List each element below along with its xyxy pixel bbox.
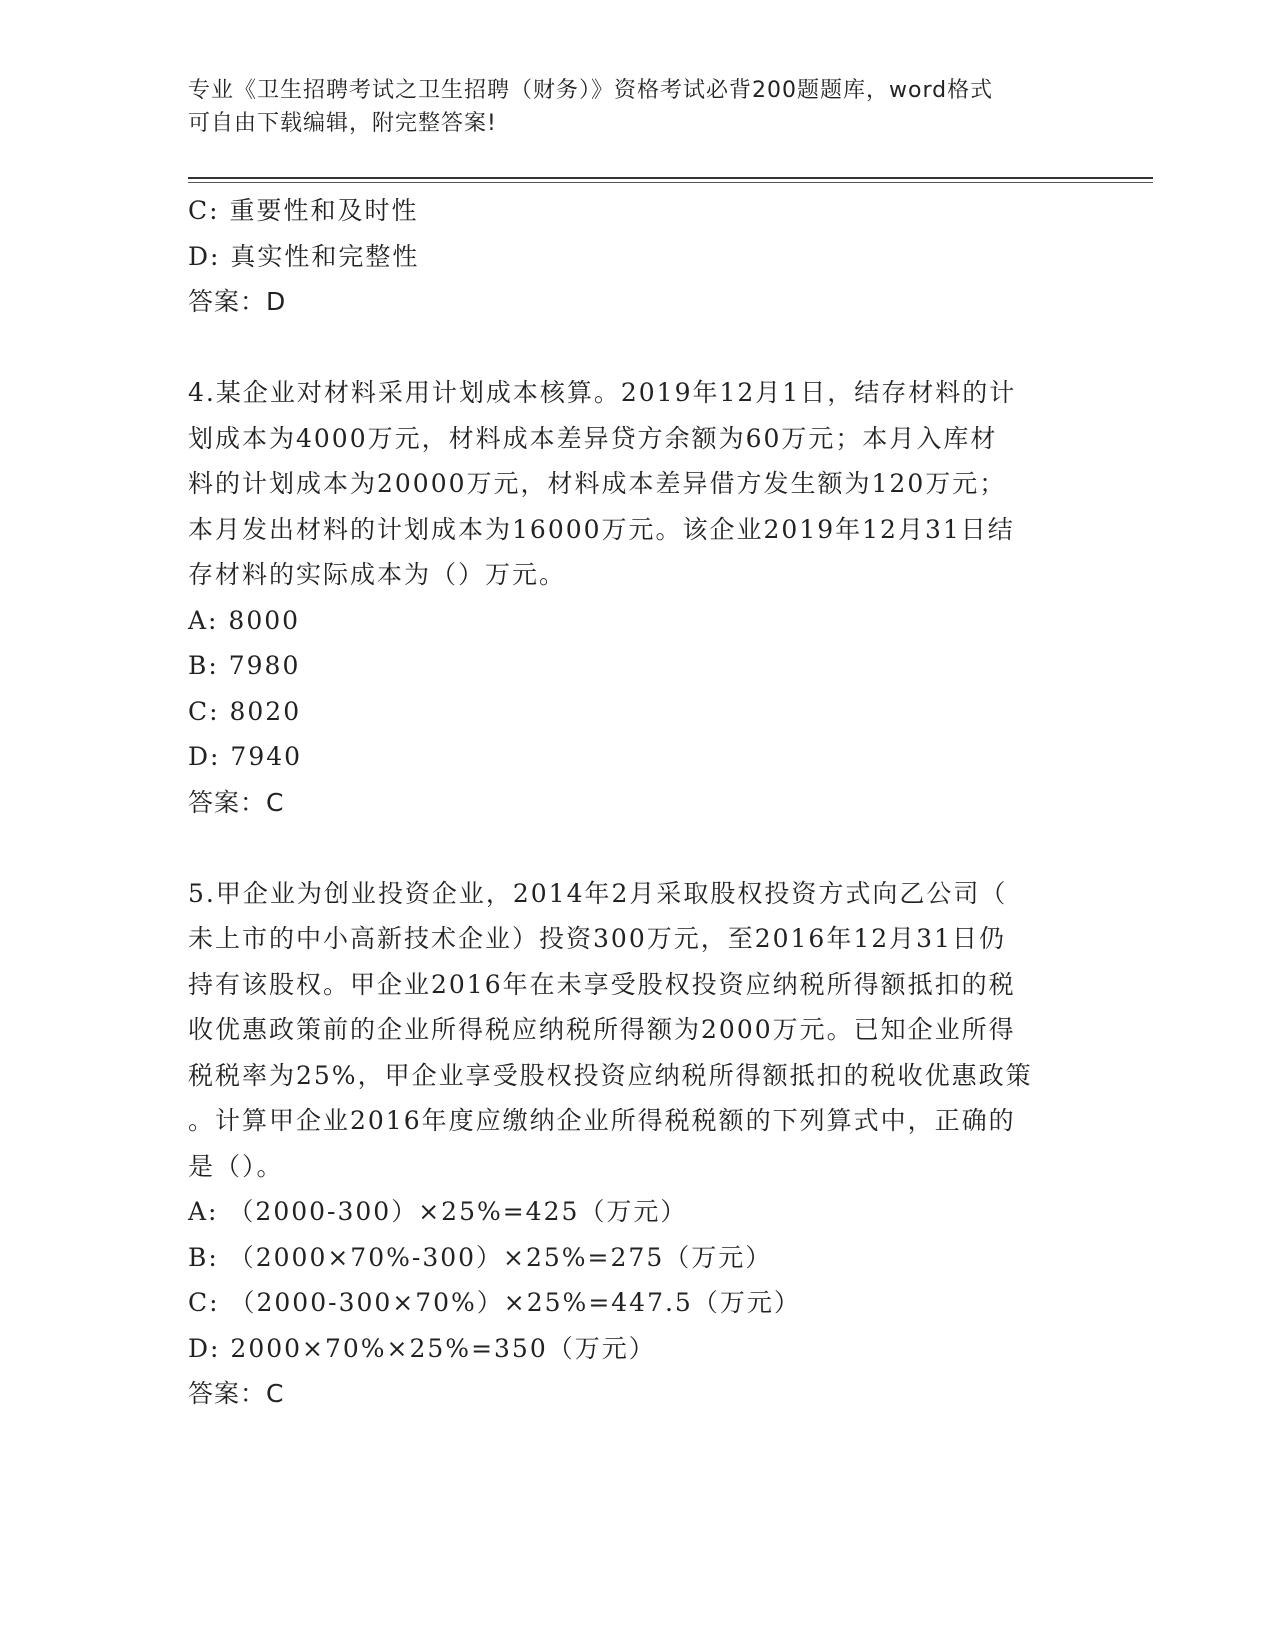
document-body (188, 188, 1088, 1417)
q5-stem-line: 收优惠政策前的企业所得税应纳税所得额为2000万元。已知企业所得 (188, 1015, 1016, 1044)
q5-option-d: D: 2000×70%×25%=350（万元） (188, 1333, 656, 1363)
q3-option-c: C: 重要性和及时性 (188, 196, 419, 225)
q5-answer: 答案：C (188, 1379, 285, 1408)
q4-stem-line: 划成本为4000万元，材料成本差异贷方余额为60万元；本月入库材 (188, 423, 998, 453)
header-divider-thin (188, 182, 1153, 183)
q4-option-b: B: 7980 (188, 651, 301, 680)
q4-stem-line: 本月发出材料的计划成本为16000万元。该企业2019年12月31日结 (188, 514, 1015, 544)
q4-option-d: D: 7940 (188, 742, 303, 771)
q5-stem-line: 未上市的中小高新技术企业）投资300万元，至2016年12月31日仍 (188, 924, 1006, 953)
q3-answer: 答案：D (188, 287, 287, 316)
q5-stem-line: 。计算甲企业2016年度应缴纳企业所得税税额的下列算式中，正确的 (188, 1106, 1016, 1135)
q4-stem-line: 4.某企业对材料采用计划成本核算。2019年12月1日，结存材料的计 (188, 378, 1017, 407)
q4-stem-line: 存材料的实际成本为（）万元。 (188, 560, 567, 589)
q4-answer: 答案：C (188, 787, 285, 817)
question-5 (188, 871, 1088, 1417)
document-header (188, 74, 1088, 140)
q5-stem-line: 税税率为25%，甲企业享受股权投资应纳税所得额抵扣的税收优惠政策 (188, 1060, 1033, 1090)
header-divider-thick (188, 177, 1153, 179)
q5-option-a: A: （2000-300）×25%=425（万元） (188, 1197, 688, 1226)
header-title-line-1: 专业《卫生招聘考试之卫生招聘（财务）》资格考试必背200题题库，word格式 (188, 78, 994, 103)
q4-option-c: C: 8020 (188, 696, 302, 726)
q5-option-b: B: （2000×70%-300）×25%=275（万元） (188, 1242, 773, 1272)
q5-stem-line: 持有该股权。甲企业2016年在未享受股权投资应纳税所得额抵扣的税 (188, 969, 1016, 999)
q4-stem-line: 料的计划成本为20000万元，材料成本差异借方发生额为120万元； (188, 469, 1007, 498)
q5-stem-line: 5.甲企业为创业投资企业，2014年2月采取股权投资方式向乙公司（ (188, 878, 1008, 908)
header-title-line-2: 可自由下载编辑，附完整答案! (188, 111, 497, 136)
q3-option-d: D: 真实性和完整性 (188, 241, 420, 271)
q5-stem-line: 是（）。 (188, 1151, 284, 1181)
question-4 (188, 370, 1088, 825)
spacer (188, 325, 1088, 371)
question-3-tail (188, 188, 1088, 325)
spacer (188, 825, 1088, 871)
q4-option-a: A: 8000 (188, 605, 301, 635)
q5-option-c: C: （2000-300×70%）×25%=447.5（万元） (188, 1288, 801, 1317)
